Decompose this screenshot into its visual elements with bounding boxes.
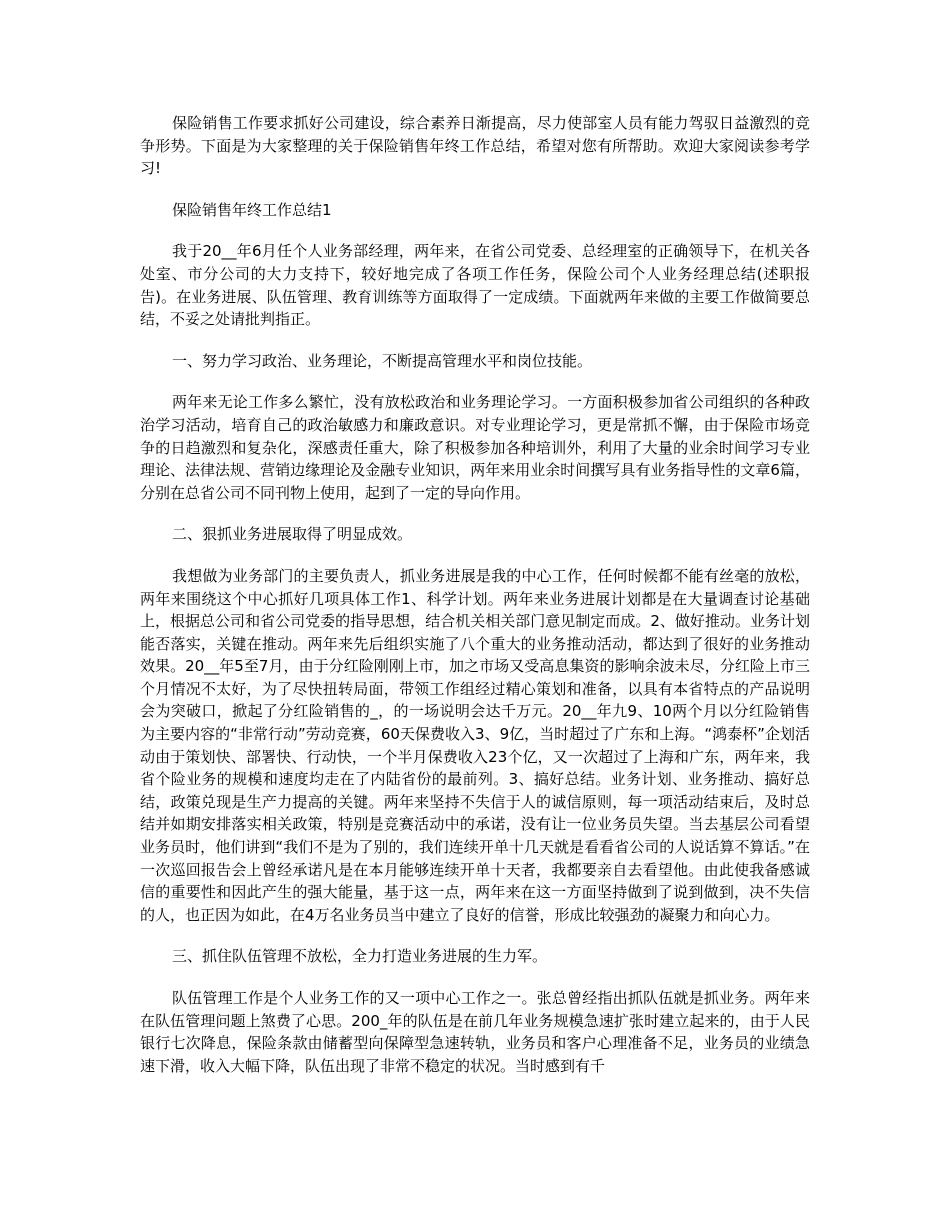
intro-paragraph: 保险销售工作要求抓好公司建设，综合素养日渐提高，尽力使部室人员有能力驾驭日益激烈的竞争形势。下面是为大家整理的关于保险销售年终工作总结，希望对您有所帮助。欢迎大家阅读参考学习! — [140, 114, 810, 178]
section-title: 保险销售年终工作总结1 — [172, 200, 332, 219]
body-paragraph-1: 我于20__年6月任个人业务部经理，两年来，在省公司党委、总经理室的正确领导下，在机关各处室、市分公司的大力支持下，较好地完成了各项工作任务，保险公司个人业务经理总结(述职报告)。在业务进展、队伍管理、教育训练等方面取得了一定成绩。下面就两年来做的主要工作做简要总结，不妥之处请批判指正。 — [140, 242, 810, 329]
section-heading-3: 三、抓住队伍管理不放松，全力打造业务进展的生力军。 — [172, 947, 548, 966]
body-paragraph-2: 两年来无论工作多么繁忙，没有放松政治和业务理论学习。一方面积极参加省公司组织的各种政治学习活动，培育自己的政治敏感力和廉政意识。对专业理论学习，更是常抓不懈，由于保险市场竞争的日趋激烈和复杂化，深感责任重大，除了积极参加各种培训外，利用了大量的业余时间学习专业理论、法律法规、营销边缘理论及金融专业知识，两年来用业余时间撰写具有业务指导性的文章6篇，分别在总省公司不同刊物上使用，起到了一定的导向作用。 — [140, 393, 810, 502]
body-paragraph-3: 我想做为业务部门的主要负责人，抓业务进展是我的中心工作，任何时候都不能有丝毫的放松，两年来围绕这个中心抓好几项具体工作1、科学计划。两年来业务进展计划都是在大量调查讨论基础上，根据总公司和省公司党委的指导思想，结合机关相关部门意见制定而成。2、做好推动。业务计划能否落实，关键在推动。两年来先后组织实施了八个重大的业务推动活动，都达到了很好的业务推动效果。20__年5至7月，由于分红险刚刚上市，加之市场又受高息集资的影响余波未尽，分红险上市三个月情况不太好，为了尽快扭转局面，带领工作组经过精心策划和准备，以具有本省特点的产品说明会为突破口，掀起了分红险销售的_，的一场说明会达千万元。20__年九9、10两个月以分红险销售为主要内容的“非常行动”劳动竞赛，60天保费收入3、9亿，当时超过了广东和上海。“鸿泰杯”企划活动由于策划快、部署快、行动快，一个半月保费收入23个亿，又一次超过了上海和广东，两年来，我省个险业务的规模和速度均走在了内陆省份的最前列。3、搞好总结。业务计划、业务推动、搞好总结，政策兑现是生产力提高的关键。两年来坚持不失信于人的诚信原则，每一项活动结束后，及时总结并如期安排落实相关政策，特别是竞赛活动中的承诺，没有让一位业务员失望。当去基层公司看望业务员时，他们讲到“我们不是为了别的，我们连续开单十几天就是看看省公司的人说话算不算话。”在一次巡回报告会上曾经承诺凡是在本月能够连续开单十天者，我都要亲自去看望他。由此使我备感诚信的重要性和因此产生的强大能量，基于这一点，两年来在这一方面坚持做到了说到做到，决不失信的人，也正因为如此，在4万名业务员当中建立了良好的信誉，形成比较强劲的凝聚力和向心力。 — [140, 566, 810, 924]
section-heading-2: 二、狠抓业务进展取得了明显成效。 — [172, 525, 413, 544]
section-heading-1: 一、努力学习政治、业务理论，不断提高管理水平和岗位技能。 — [172, 351, 593, 370]
body-paragraph-4: 队伍管理工作是个人业务工作的又一项中心工作之一。张总曾经指出抓队伍就是抓业务。两年来在队伍管理问题上煞费了心思。200_年的队伍是在前几年业务规模急速扩张时建立起来的，由于人民银行七次降息，保险条款由储蓄型向保障型急速转轨，业务员和客户心理准备不足，业务员的业绩急速下滑，收入大幅下降，队伍出现了非常不稳定的状况。当时感到有千 — [140, 989, 810, 1075]
document-body — [140, 112, 810, 1096]
